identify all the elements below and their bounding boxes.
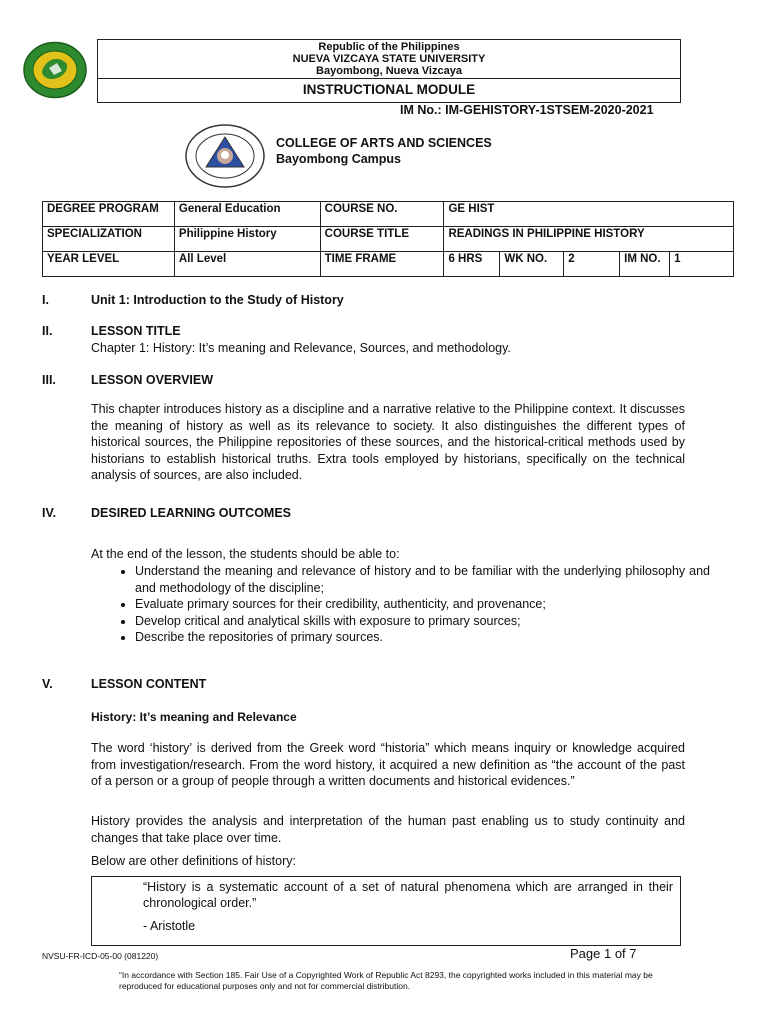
college-seal-logo bbox=[184, 123, 266, 189]
course-no-value: GE HIST bbox=[444, 202, 734, 227]
section-4-number: IV. bbox=[42, 506, 57, 520]
specialization-label: SPECIALIZATION bbox=[43, 227, 175, 252]
copyright-footnote: “In accordance with Section 185. Fair Use of a Copyrighted Work of Republic Act 8293, the copyrighted works included in this material may be reproduced for educational purposes only and not for commercial distribution. bbox=[119, 970, 653, 991]
table-row bbox=[43, 227, 734, 252]
header-divider bbox=[97, 78, 681, 79]
section-3-title: LESSON OVERVIEW bbox=[91, 373, 214, 387]
university-seal-logo bbox=[22, 41, 88, 99]
section-2-title: LESSON TITLE bbox=[91, 324, 181, 338]
course-title-label: COURSE TITLE bbox=[320, 227, 444, 252]
page-number: Page 1 of 7 bbox=[570, 946, 637, 961]
university-name: NUEVA VIZCAYA STATE UNIVERSITY bbox=[292, 53, 486, 65]
year-level-label: YEAR LEVEL bbox=[43, 252, 175, 277]
university-location: Bayombong, Nueva Vizcaya bbox=[316, 65, 462, 77]
table-row bbox=[43, 252, 734, 277]
time-frame-value: 6 HRS bbox=[444, 252, 500, 277]
module-title: INSTRUCTIONAL MODULE bbox=[302, 82, 476, 97]
list-item: • Evaluate primary sources for their credibility, authenticity, and provenance; bbox=[135, 596, 710, 613]
outcomes-intro: At the end of the lesson, the students should be able to: bbox=[91, 547, 400, 561]
list-item: • Describe the repositories of primary sources. bbox=[135, 629, 710, 646]
section-5-title: LESSON CONTENT bbox=[91, 677, 207, 691]
quote-author: - Aristotle bbox=[143, 919, 196, 933]
college-campus: Bayombong Campus bbox=[276, 152, 402, 166]
content-paragraph-2: History provides the analysis and interpretation of the human past enabling us to study continuity and changes that take place over time. bbox=[91, 814, 685, 845]
content-paragraph-3: Below are other definitions of history: bbox=[91, 854, 296, 868]
list-item: • Understand the meaning and relevance of history and to be familiar with the underlying philosophy and and methodology of the discipline; bbox=[135, 563, 710, 596]
degree-label: DEGREE PROGRAM bbox=[43, 202, 175, 227]
table-row bbox=[43, 202, 734, 227]
republic-text: Republic of the Philippines bbox=[318, 41, 460, 53]
section-4-title: DESIRED LEARNING OUTCOMES bbox=[91, 506, 292, 520]
course-no-label: COURSE NO. bbox=[320, 202, 444, 227]
im-no-label: IM NO. bbox=[620, 252, 670, 277]
year-level-value: All Level bbox=[174, 252, 320, 277]
outcomes-list bbox=[113, 563, 710, 646]
course-title-value: READINGS IN PHILIPPINE HISTORY bbox=[444, 227, 734, 252]
time-frame-label: TIME FRAME bbox=[320, 252, 444, 277]
section-2-number: II. bbox=[42, 324, 53, 338]
im-no-value: 1 bbox=[670, 252, 734, 277]
section-1-title: Unit 1: Introduction to the Study of History bbox=[91, 293, 344, 307]
section-1-number: I. bbox=[42, 293, 49, 307]
form-code: NVSU-FR-ICD-05-00 (081220) bbox=[42, 951, 159, 961]
lesson-overview-text: This chapter introduces history as a discipline and a narrative relative to the Philippine context. It discusses the meaning of history as well as its relevance to society. It also distinguishes the different types of historical sources, the Philippine repositories of these sources, and the historical-critical methods used by historians to establish historical truths. Extra tools employed by historians, specifically on the technical analysis of sources, are also included. bbox=[91, 402, 685, 482]
content-subheading: History: It’s meaning and Relevance bbox=[91, 710, 297, 724]
college-name: COLLEGE OF ARTS AND SCIENCES bbox=[276, 136, 492, 150]
lesson-title-text: Chapter 1: History: It’s meaning and Relevance, Sources, and methodology. bbox=[91, 341, 511, 355]
list-item: • Develop critical and analytical skills with exposure to primary sources; bbox=[135, 613, 710, 630]
section-5-number: V. bbox=[42, 677, 53, 691]
specialization-value: Philippine History bbox=[174, 227, 320, 252]
content-paragraph-1: The word ‘history’ is derived from the Greek word “historia” which means inquiry or knowledge acquired from investigation/research. From the word history, it acquired a new definition as “the account of the past of a person or a group of people through a written documents and historical evidences.” bbox=[91, 741, 685, 788]
course-info-table bbox=[42, 201, 734, 277]
section-3-number: III. bbox=[42, 373, 56, 387]
wk-no-label: WK NO. bbox=[500, 252, 564, 277]
degree-value: General Education bbox=[174, 202, 320, 227]
im-number: IM No.: IM-GEHISTORY-1STSEM-2020-2021 bbox=[400, 103, 654, 117]
quote-text: “History is a systematic account of a set of natural phenomena which are arranged in their chronological order.” bbox=[143, 880, 673, 910]
wk-no-value: 2 bbox=[564, 252, 620, 277]
